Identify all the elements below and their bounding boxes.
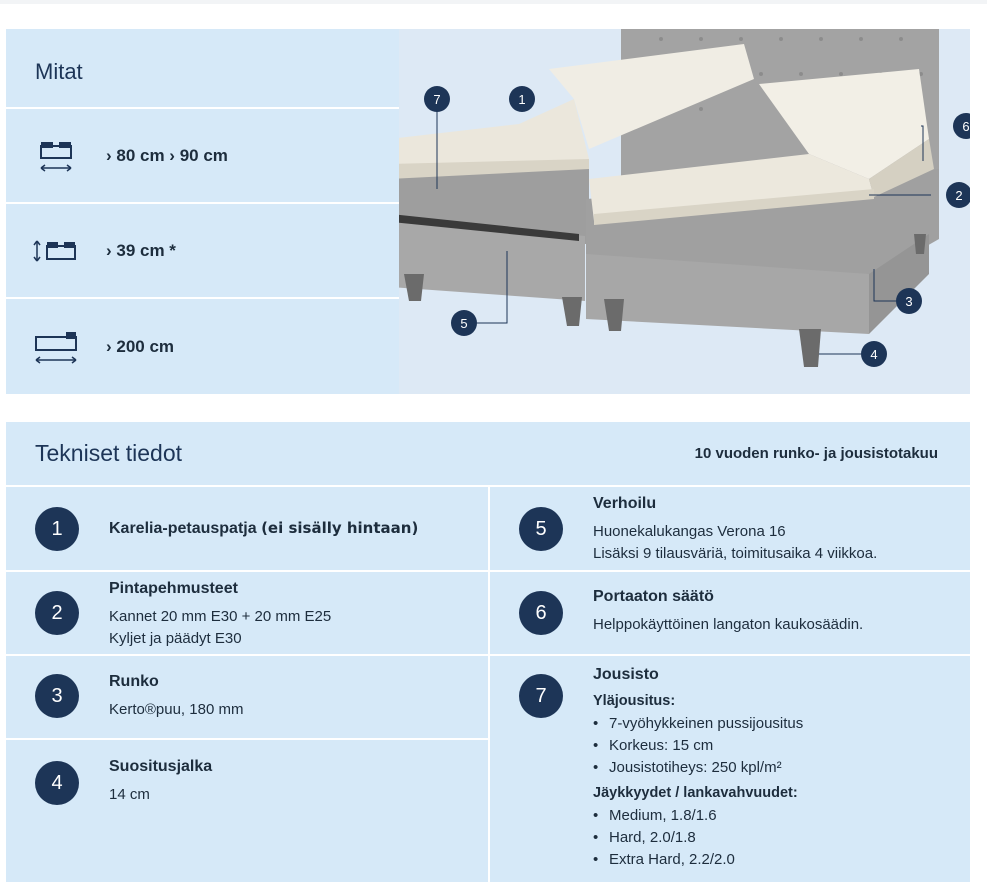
dimension-row-length [6, 299, 399, 394]
top-divider [0, 0, 987, 4]
spec-bullet: • Hard, 2.0/1.8 [609, 829, 696, 846]
bed-width-icon [6, 137, 106, 175]
spec-title: Verhoilu [593, 495, 657, 512]
technical-specs-panel [6, 422, 970, 882]
spec-line: Kerto®puu, 180 mm [109, 701, 244, 718]
spec-item-6 [490, 572, 970, 656]
number-badge: 3 [35, 674, 79, 718]
guarantee-text: 10 vuoden runko- ja jousistotakuu [694, 445, 938, 462]
dimension-length-text: › 200 cm [106, 336, 175, 356]
spec-item-7 [490, 656, 970, 880]
callout-label-2: 2 [955, 188, 963, 203]
spec-item-2 [6, 572, 488, 656]
dimensions-panel [6, 29, 399, 394]
number-badge: 1 [35, 507, 79, 551]
spec-line: Kyljet ja päädyt E30 [109, 630, 242, 647]
spec-bullet: • Medium, 1.8/1.6 [609, 807, 717, 824]
dimension-row-width [6, 109, 399, 204]
callout-label-1: 1 [518, 92, 526, 107]
spec-item-4 [6, 740, 488, 880]
dimensions-title: Mitat [6, 29, 399, 109]
number-badge: 7 [519, 674, 563, 718]
specs-right-column [488, 487, 970, 882]
dimension-height-text: › 39 cm * [106, 240, 176, 260]
spec-title: Runko [109, 673, 159, 690]
technical-specs-title: Tekniset tiedot [35, 440, 183, 466]
spec-item-1 [6, 487, 488, 572]
spec-title: Portaaton säätö [593, 588, 714, 605]
spec-subheading: Yläjousitus: [593, 693, 676, 709]
spec-bullet: • 7-vyöhykkeinen pussijousitus [609, 715, 803, 732]
spec-subheading: Jäykkyydet / lankavahvuudet: [593, 785, 798, 801]
callout-label-3: 3 [905, 294, 913, 309]
callout-label-4: 4 [870, 347, 878, 362]
spec-bullet: • Extra Hard, 2.2/2.0 [609, 851, 735, 868]
number-badge: 2 [35, 591, 79, 635]
number-badge: 6 [519, 591, 563, 635]
spec-bullet: • Korkeus: 15 cm [609, 737, 713, 754]
spec-note: (ei sisälly hintaan) [261, 519, 419, 537]
bed-length-icon [6, 327, 106, 367]
spec-line: Helppokäyttöinen langaton kaukosäädin. [593, 616, 864, 633]
spec-item-5 [490, 487, 970, 572]
spec-line: Lisäksi 9 tilausväriä, toimitusaika 4 viikkoa. [593, 545, 878, 562]
spec-line: 14 cm [109, 786, 150, 803]
specs-left-column [6, 487, 488, 880]
spec-title: Suositusjalka [109, 758, 213, 775]
bed-image [399, 29, 970, 394]
number-badge: 5 [519, 507, 563, 551]
spec-line: Huonekalukangas Verona 16 [593, 523, 786, 540]
number-badge: 4 [35, 761, 79, 805]
dimension-width-text: › 80 cm › 90 cm [106, 145, 228, 165]
technical-specs-header [6, 422, 970, 487]
callout-label-7: 7 [433, 92, 441, 107]
spec-title: Pintapehmusteet [109, 580, 238, 597]
callout-label-6: 6 [962, 119, 970, 134]
spec-line: Kannet 20 mm E30 + 20 mm E25 [109, 608, 332, 625]
spec-item-3 [6, 656, 488, 740]
spec-title: Karelia-petauspatja (ei sisälly hintaan) [109, 519, 419, 537]
spec-title: Jousisto [593, 666, 659, 683]
dimension-row-height [6, 204, 399, 299]
bed-height-icon [6, 236, 106, 266]
spec-bullet: • Jousistotiheys: 250 kpl/m² [609, 759, 782, 776]
callout-label-5: 5 [460, 316, 468, 331]
